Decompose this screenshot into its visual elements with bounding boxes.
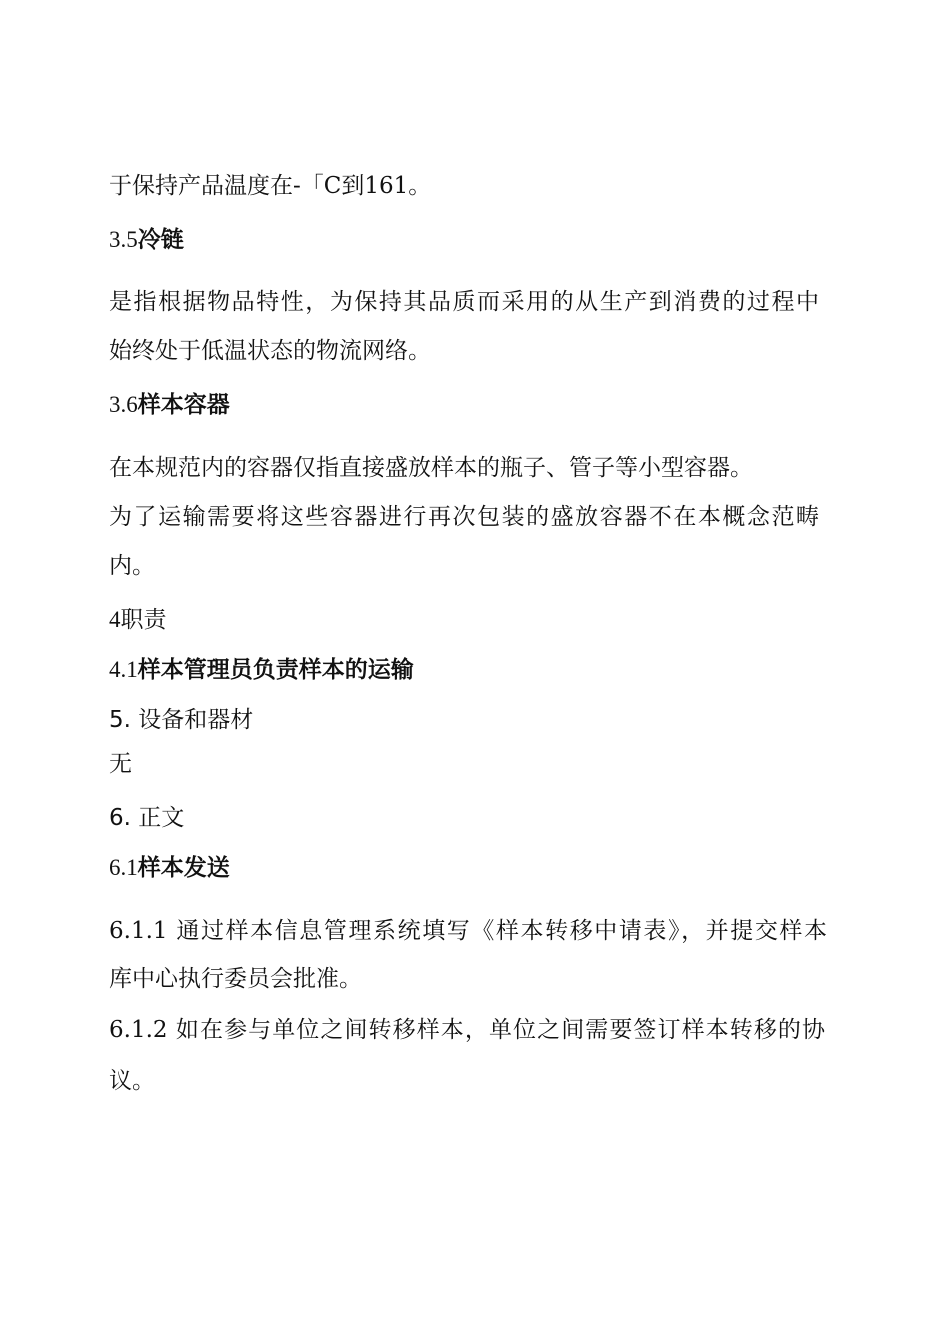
- section-heading-4: [109, 605, 849, 635]
- section-title: 样本容器: [137, 392, 230, 418]
- section-heading-3-5: [109, 225, 849, 255]
- paragraph-line: 议。: [109, 1068, 155, 1094]
- section-number: 6.1: [109, 855, 138, 880]
- section-heading-5: 5. 设备和器材: [109, 707, 254, 733]
- section-heading-6-1: [109, 853, 849, 883]
- paragraph-line: 内。: [109, 553, 155, 579]
- paragraph-line: 6.1.2 如在参与单位之间转移样本，单位之间需要签订样本转移的协: [109, 1017, 825, 1043]
- section-title: 冷链: [137, 227, 184, 253]
- paragraph-line: 为了运输需要将这些容器进行再次包装的盛放容器不在本概念范畴: [109, 504, 819, 530]
- paragraph-line: 是指根据物品特性，为保持其品质而采用的从生产到消费的过程中: [109, 289, 819, 315]
- paragraph-line: 于保持产品温度在-「C到161。: [109, 173, 432, 199]
- paragraph-line: 库中心执行委员会批准。: [109, 966, 362, 992]
- section-number: 3.5: [109, 227, 138, 252]
- section-heading-3-6: [109, 390, 849, 420]
- section-heading-6: 6. 正文: [109, 805, 185, 831]
- paragraph-line: 在本规范内的容器仅指直接盛放样本的瓶子、管子等小型容器。: [109, 455, 753, 481]
- section-number: 3.6: [109, 392, 138, 417]
- paragraph-line: 始终处于低温状态的物流网络。: [109, 338, 431, 364]
- paragraph-line: 无: [109, 751, 132, 777]
- paragraph-line: 6.1.1 通过样本信息管理系统填写《样本转移中请表》，并提交样本: [109, 918, 827, 944]
- section-heading-4-1: [109, 655, 849, 685]
- section-title: 样本管理员负责样本的运输: [137, 657, 414, 683]
- section-number: 4.1: [109, 657, 138, 682]
- section-title: 样本发送: [137, 855, 230, 881]
- section-title: 职责: [120, 607, 167, 633]
- section-number: 4: [109, 607, 121, 632]
